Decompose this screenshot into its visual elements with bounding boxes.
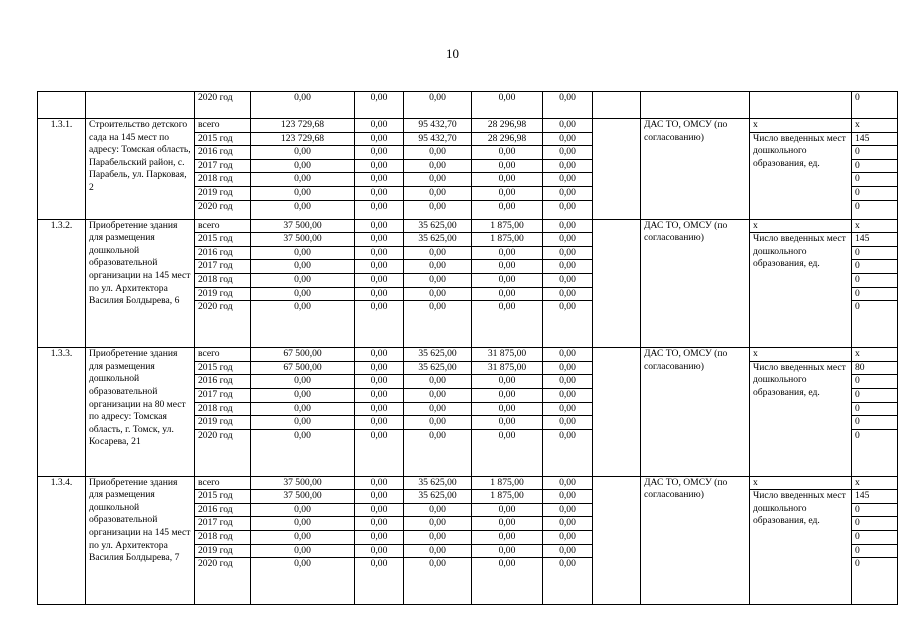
funding-value: 0,00 <box>355 490 404 504</box>
funding-value: 35 625,00 <box>404 219 472 233</box>
indicator-value: 0 <box>852 173 898 187</box>
funding-value: 0,00 <box>472 517 543 531</box>
indicator-value: x <box>852 476 898 490</box>
indicator-value: 0 <box>852 429 898 476</box>
executor: ДАС ТО, ОМСУ (по согласованию) <box>641 119 750 220</box>
funding-value: 35 625,00 <box>404 490 472 504</box>
funding-value: 123 729,68 <box>251 132 355 146</box>
prev-value: 0,00 <box>472 92 543 119</box>
page-number: 10 <box>446 46 459 61</box>
indicator-value: 0 <box>852 388 898 402</box>
item-description: Приобретение здания для размещения дошкольной образовательной организации на 145 мест по ул. Архитектора Василия Болдырева, 7 <box>86 476 195 605</box>
funding-value: 0,00 <box>472 273 543 287</box>
funding-value: 0,00 <box>251 558 355 605</box>
funding-value: 0,00 <box>251 246 355 260</box>
year-label: 2018 год <box>195 173 251 187</box>
funding-value: 0,00 <box>404 146 472 160</box>
indicator-value: 0 <box>852 375 898 389</box>
indicator-name-x: x <box>750 119 852 133</box>
funding-value: 0,00 <box>355 219 404 233</box>
funding-value: 0,00 <box>404 273 472 287</box>
funding-value: 0,00 <box>543 429 593 476</box>
funding-value: 0,00 <box>251 186 355 200</box>
year-label: 2015 год <box>195 132 251 146</box>
funding-value: 123 729,68 <box>251 119 355 133</box>
funding-value: 0,00 <box>404 558 472 605</box>
funding-value: 0,00 <box>355 544 404 558</box>
funding-value: 1 875,00 <box>472 219 543 233</box>
item-number: 1.3.2. <box>38 219 86 348</box>
funding-value: 0,00 <box>472 558 543 605</box>
funding-value: 0,00 <box>355 119 404 133</box>
funding-value: 0,00 <box>543 388 593 402</box>
funding-value: 1 875,00 <box>472 476 543 490</box>
executor: ДАС ТО, ОМСУ (по согласованию) <box>641 476 750 605</box>
year-label: 2019 год <box>195 544 251 558</box>
funding-value: 0,00 <box>472 173 543 187</box>
funding-value: 0,00 <box>404 200 472 219</box>
funding-value: 0,00 <box>355 132 404 146</box>
funding-value: 0,00 <box>404 429 472 476</box>
funding-value: 0,00 <box>404 503 472 517</box>
funding-value: 0,00 <box>355 361 404 375</box>
funding-value: 0,00 <box>543 490 593 504</box>
funding-value: 0,00 <box>355 173 404 187</box>
prev-num-cell <box>38 92 86 119</box>
funding-value: 0,00 <box>543 476 593 490</box>
indicator-value: 0 <box>852 200 898 219</box>
indicator-value: 0 <box>852 517 898 531</box>
year-label: 2017 год <box>195 159 251 173</box>
year-label: 2016 год <box>195 146 251 160</box>
funding-value: 0,00 <box>355 287 404 301</box>
funding-value: 0,00 <box>355 429 404 476</box>
year-label: всего <box>195 348 251 362</box>
funding-value: 0,00 <box>404 186 472 200</box>
year-label: всего <box>195 476 251 490</box>
funding-value: 0,00 <box>355 388 404 402</box>
funding-value: 0,00 <box>404 375 472 389</box>
funding-value: 0,00 <box>543 503 593 517</box>
funding-value: 0,00 <box>355 416 404 430</box>
funding-value: 0,00 <box>472 146 543 160</box>
prev-value: 0,00 <box>355 92 404 119</box>
funding-value: 0,00 <box>355 159 404 173</box>
funding-value: 1 875,00 <box>472 490 543 504</box>
indicator-value: 0 <box>852 273 898 287</box>
year-label: 2017 год <box>195 517 251 531</box>
indicator-value: 145 <box>852 490 898 504</box>
indicator-value: 0 <box>852 146 898 160</box>
funding-value: 0,00 <box>472 503 543 517</box>
funding-value: 0,00 <box>251 173 355 187</box>
funding-value: 0,00 <box>355 517 404 531</box>
indicator-name: Число введенных мест дошкольного образования, ед. <box>750 132 852 219</box>
funding-value: 1 875,00 <box>472 233 543 247</box>
funding-value: 0,00 <box>472 301 543 348</box>
funding-value: 37 500,00 <box>251 233 355 247</box>
funding-value: 0,00 <box>404 246 472 260</box>
year-label: 2019 год <box>195 416 251 430</box>
funding-value: 0,00 <box>251 301 355 348</box>
indicator-value: 0 <box>852 246 898 260</box>
funding-value: 0,00 <box>251 159 355 173</box>
funding-value: 35 625,00 <box>404 348 472 362</box>
indicator-value: 0 <box>852 186 898 200</box>
funding-value: 0,00 <box>251 146 355 160</box>
funding-value: 0,00 <box>472 416 543 430</box>
indicator-value: x <box>852 348 898 362</box>
empty-cell <box>593 119 641 220</box>
funding-value: 0,00 <box>355 260 404 274</box>
funding-value: 95 432,70 <box>404 132 472 146</box>
funding-value: 0,00 <box>355 233 404 247</box>
year-label: 2020 год <box>195 200 251 219</box>
funding-value: 0,00 <box>251 429 355 476</box>
year-label: 2018 год <box>195 531 251 545</box>
funding-value: 0,00 <box>404 402 472 416</box>
funding-value: 0,00 <box>472 402 543 416</box>
indicator-value: 0 <box>852 558 898 605</box>
funding-value: 0,00 <box>355 186 404 200</box>
funding-value: 0,00 <box>543 531 593 545</box>
year-label: 2017 год <box>195 388 251 402</box>
funding-value: 0,00 <box>543 219 593 233</box>
funding-value: 0,00 <box>543 301 593 348</box>
funding-value: 0,00 <box>543 361 593 375</box>
funding-value: 0,00 <box>355 246 404 260</box>
funding-value: 0,00 <box>472 200 543 219</box>
funding-value: 0,00 <box>355 503 404 517</box>
funding-value: 0,00 <box>355 558 404 605</box>
funding-value: 0,00 <box>543 273 593 287</box>
funding-value: 0,00 <box>472 246 543 260</box>
year-label: 2018 год <box>195 402 251 416</box>
indicator-value: x <box>852 119 898 133</box>
indicator-value: 145 <box>852 233 898 247</box>
indicator-value: 145 <box>852 132 898 146</box>
funding-value: 0,00 <box>251 388 355 402</box>
funding-value: 0,00 <box>404 287 472 301</box>
funding-value: 31 875,00 <box>472 348 543 362</box>
funding-value: 35 625,00 <box>404 233 472 247</box>
program-table <box>37 91 898 605</box>
year-label: 2015 год <box>195 490 251 504</box>
indicator-value: 0 <box>852 402 898 416</box>
prev-empty-cell <box>593 92 641 119</box>
prev-executor-cell <box>641 92 750 119</box>
funding-value: 0,00 <box>251 416 355 430</box>
funding-value: 0,00 <box>355 273 404 287</box>
table-row <box>38 476 898 490</box>
year-label: всего <box>195 119 251 133</box>
prev-value: 0,00 <box>404 92 472 119</box>
indicator-value: 0 <box>852 503 898 517</box>
indicator-name-x: x <box>750 219 852 233</box>
funding-value: 0,00 <box>543 200 593 219</box>
funding-value: 0,00 <box>472 287 543 301</box>
funding-value: 0,00 <box>251 260 355 274</box>
funding-value: 0,00 <box>251 273 355 287</box>
item-description: Приобретение здания для размещения дошкольной образовательной организации на 80 мест по адресу: Томская область, г. Томск, ул. Косарева, 21 <box>86 348 195 477</box>
funding-value: 0,00 <box>543 348 593 362</box>
funding-value: 0,00 <box>543 260 593 274</box>
indicator-value: 80 <box>852 361 898 375</box>
funding-value: 0,00 <box>543 416 593 430</box>
prev-desc-cell <box>86 92 195 119</box>
empty-cell <box>593 219 641 348</box>
funding-value: 0,00 <box>543 186 593 200</box>
funding-value: 0,00 <box>472 544 543 558</box>
funding-value: 67 500,00 <box>251 348 355 362</box>
funding-value: 28 296,98 <box>472 119 543 133</box>
funding-value: 0,00 <box>251 287 355 301</box>
table-row <box>38 219 898 233</box>
funding-value: 0,00 <box>543 173 593 187</box>
funding-value: 0,00 <box>251 517 355 531</box>
prev-value: 0,00 <box>251 92 355 119</box>
funding-value: 0,00 <box>404 301 472 348</box>
indicator-value: 0 <box>852 531 898 545</box>
funding-value: 28 296,98 <box>472 132 543 146</box>
funding-value: 0,00 <box>404 173 472 187</box>
funding-value: 0,00 <box>404 544 472 558</box>
funding-value: 0,00 <box>543 544 593 558</box>
indicator-value: 0 <box>852 416 898 430</box>
year-label: 2016 год <box>195 503 251 517</box>
item-description: Приобретение здания для размещения дошкольной образовательной организации на 145 мест по ул. Архитектора Василия Болдырева, 6 <box>86 219 195 348</box>
indicator-name: Число введенных мест дошкольного образования, ед. <box>750 490 852 605</box>
funding-value: 31 875,00 <box>472 361 543 375</box>
indicator-value: 0 <box>852 544 898 558</box>
funding-value: 0,00 <box>355 476 404 490</box>
funding-value: 0,00 <box>404 531 472 545</box>
year-label: 2017 год <box>195 260 251 274</box>
funding-value: 0,00 <box>251 503 355 517</box>
year-label: 2015 год <box>195 233 251 247</box>
funding-value: 0,00 <box>472 159 543 173</box>
year-label: 2019 год <box>195 186 251 200</box>
table-row <box>38 348 898 362</box>
executor: ДАС ТО, ОМСУ (по согласованию) <box>641 219 750 348</box>
funding-value: 0,00 <box>472 186 543 200</box>
indicator-value: x <box>852 219 898 233</box>
funding-value: 37 500,00 <box>251 490 355 504</box>
year-label: всего <box>195 219 251 233</box>
funding-value: 0,00 <box>543 375 593 389</box>
funding-value: 0,00 <box>404 416 472 430</box>
year-label: 2020 год <box>195 429 251 476</box>
funding-value: 0,00 <box>472 531 543 545</box>
funding-value: 0,00 <box>404 388 472 402</box>
prev-year: 2020 год <box>195 92 251 119</box>
empty-cell <box>593 476 641 605</box>
funding-value: 35 625,00 <box>404 476 472 490</box>
funding-value: 0,00 <box>404 260 472 274</box>
year-label: 2016 год <box>195 375 251 389</box>
indicator-value: 0 <box>852 301 898 348</box>
table-row <box>38 119 898 133</box>
funding-value: 0,00 <box>404 159 472 173</box>
funding-value: 0,00 <box>355 402 404 416</box>
funding-value: 0,00 <box>251 531 355 545</box>
item-number: 1.3.1. <box>38 119 86 220</box>
funding-value: 0,00 <box>543 119 593 133</box>
funding-value: 0,00 <box>472 375 543 389</box>
indicator-name: Число введенных мест дошкольного образования, ед. <box>750 233 852 348</box>
year-label: 2020 год <box>195 301 251 348</box>
funding-value: 0,00 <box>543 246 593 260</box>
indicator-name-x: x <box>750 348 852 362</box>
indicator-value: 0 <box>852 159 898 173</box>
funding-value: 0,00 <box>355 146 404 160</box>
funding-value: 0,00 <box>472 429 543 476</box>
funding-value: 0,00 <box>355 375 404 389</box>
funding-value: 0,00 <box>404 517 472 531</box>
funding-value: 0,00 <box>543 287 593 301</box>
funding-value: 0,00 <box>472 260 543 274</box>
year-label: 2016 год <box>195 246 251 260</box>
funding-value: 95 432,70 <box>404 119 472 133</box>
prev-row <box>38 92 898 119</box>
funding-value: 0,00 <box>355 301 404 348</box>
funding-value: 0,00 <box>543 132 593 146</box>
funding-value: 0,00 <box>543 146 593 160</box>
empty-cell <box>593 348 641 477</box>
item-number: 1.3.3. <box>38 348 86 477</box>
item-number: 1.3.4. <box>38 476 86 605</box>
funding-value: 0,00 <box>251 544 355 558</box>
prev-indicator-cell <box>750 92 852 119</box>
prev-value: 0,00 <box>543 92 593 119</box>
year-label: 2020 год <box>195 558 251 605</box>
funding-value: 0,00 <box>472 388 543 402</box>
funding-value: 0,00 <box>543 517 593 531</box>
funding-value: 0,00 <box>543 402 593 416</box>
year-label: 2019 год <box>195 287 251 301</box>
year-label: 2018 год <box>195 273 251 287</box>
funding-value: 0,00 <box>543 233 593 247</box>
funding-value: 37 500,00 <box>251 476 355 490</box>
funding-value: 0,00 <box>543 159 593 173</box>
indicator-name: Число введенных мест дошкольного образования, ед. <box>750 361 852 476</box>
funding-value: 0,00 <box>355 348 404 362</box>
indicator-value: 0 <box>852 260 898 274</box>
prev-indicator-value: 0 <box>852 92 898 119</box>
funding-value: 0,00 <box>251 375 355 389</box>
funding-value: 37 500,00 <box>251 219 355 233</box>
funding-value: 0,00 <box>251 200 355 219</box>
funding-value: 67 500,00 <box>251 361 355 375</box>
executor: ДАС ТО, ОМСУ (по согласованию) <box>641 348 750 477</box>
funding-value: 0,00 <box>355 200 404 219</box>
year-label: 2015 год <box>195 361 251 375</box>
item-description: Строительство детского сада на 145 мест по адресу: Томская область, Парабельский район, с. Парабель, ул. Парковая, 2 <box>86 119 195 220</box>
indicator-name-x: x <box>750 476 852 490</box>
indicator-value: 0 <box>852 287 898 301</box>
funding-value: 0,00 <box>543 558 593 605</box>
funding-value: 35 625,00 <box>404 361 472 375</box>
funding-value: 0,00 <box>355 531 404 545</box>
funding-value: 0,00 <box>251 402 355 416</box>
